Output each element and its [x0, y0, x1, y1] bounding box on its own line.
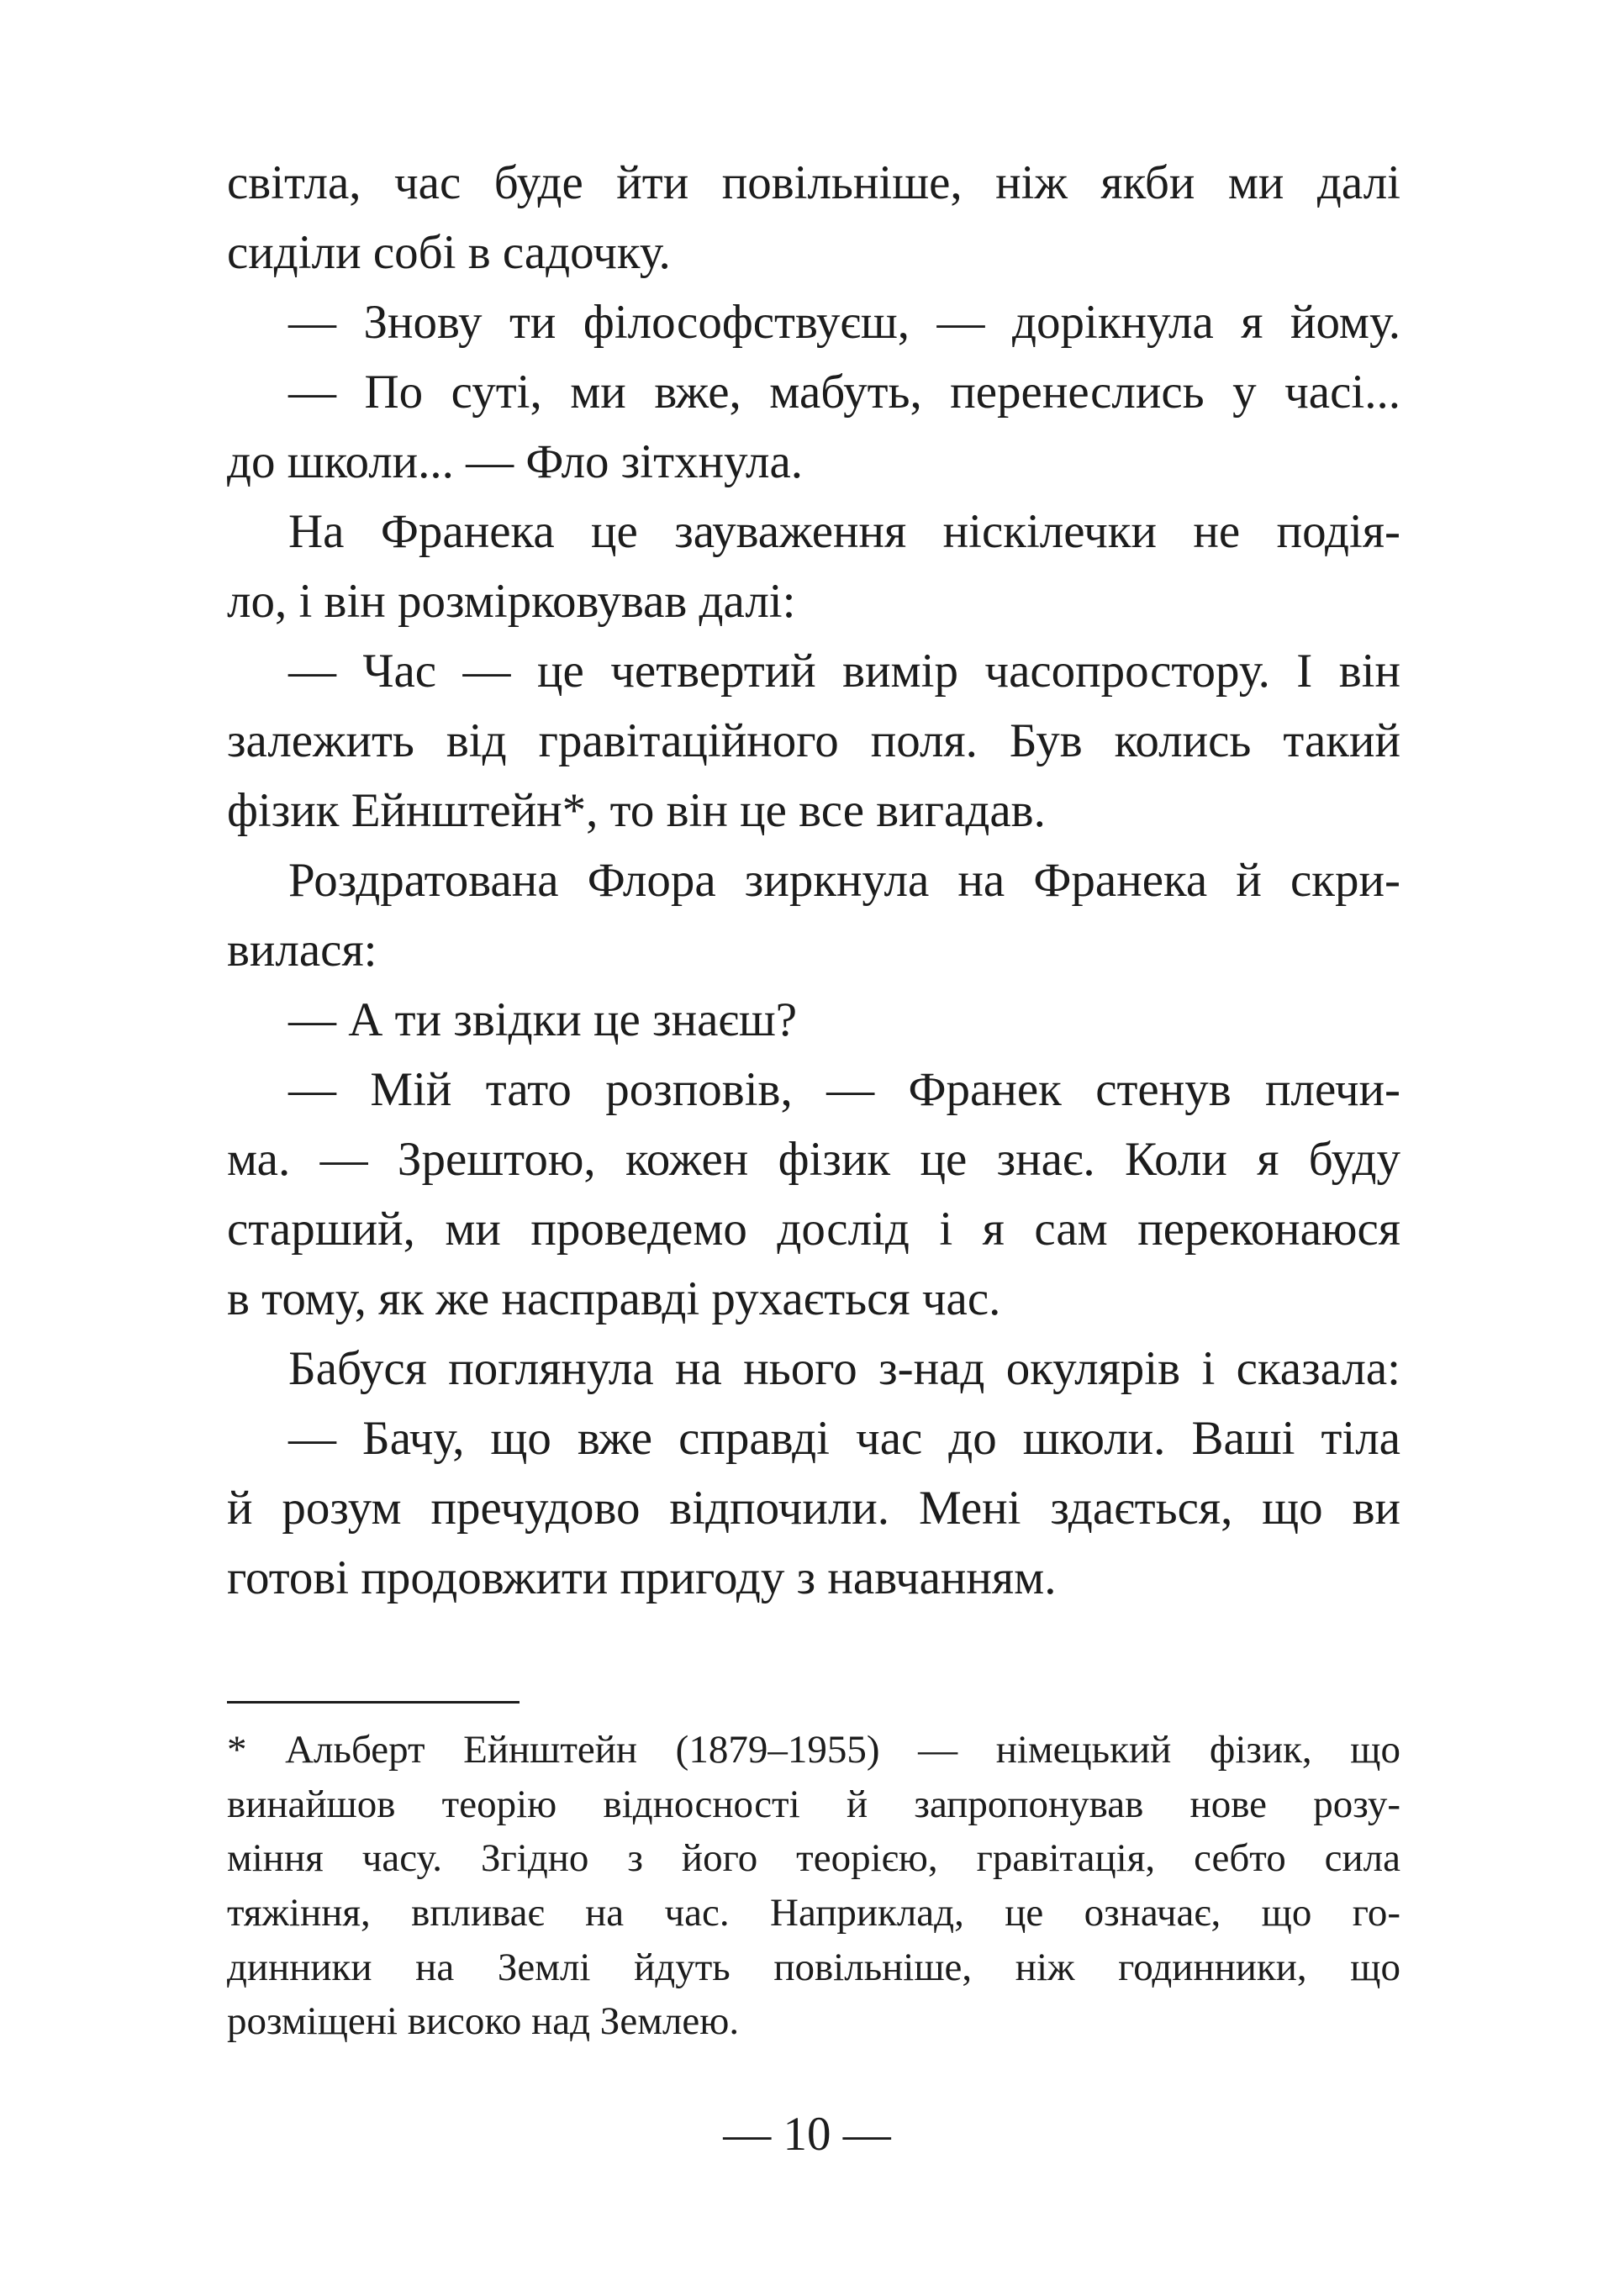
text-line: сиділи собі в садочку. [227, 226, 671, 279]
text-line: старший, ми проведемо дослід і я сам переконаюся [227, 1203, 1400, 1256]
text-line: — Мій тато розповів, — Франек стенув плечи- [288, 1063, 1400, 1116]
text-line: — А ти звідки це знаєш? [288, 993, 798, 1046]
text-line: — По суті, ми вже, мабуть, перенеслись у часі... [288, 366, 1400, 419]
text-line: вилася: [227, 924, 377, 977]
text-line: Бабуся поглянула на нього з-над окулярів і сказала: [288, 1342, 1400, 1395]
text-line: — Знову ти філософствуєш, — дорікнула я йому. [288, 296, 1400, 349]
text-line: ма. — Зрештою, кожен фізик це знає. Коли я буду [227, 1133, 1400, 1186]
text-line: ло, і він розмірковував далі: [227, 575, 796, 628]
footnote-line: * Альберт Ейнштейн (1879–1955) — німецький фізик, що [227, 1728, 1400, 1772]
footnote-line: розміщені високо над Землею. [227, 1999, 740, 2044]
body-text [227, 148, 1400, 1613]
text-line: — Бачу, що вже справді час до школи. Ваші тіла [288, 1412, 1400, 1465]
text-line: На Франека це зауваження ніскілечки не подія- [288, 505, 1400, 558]
page-number: — 10 — [723, 2108, 891, 2161]
text-line: залежить від гравітаційного поля. Був колись такий [227, 714, 1400, 767]
text-line: в тому, як же насправді рухається час. [227, 1272, 1001, 1325]
text-line: готові продовжити пригоду з навчанням. [227, 1551, 1057, 1604]
footnote-line: тяжіння, впливає на час. Наприклад, це означає, що го- [227, 1891, 1400, 1935]
text-line: — Час — це четвертий вимір часопростору. І він [288, 645, 1400, 698]
text-line: й розум пречудово відпочили. Мені здається, що ви [227, 1482, 1400, 1535]
text-line: фізик Ейнштейн*, то він це все вигадав. [227, 784, 1046, 837]
text-line: до школи... — Фло зітхнула. [227, 435, 804, 488]
footnote-line: винайшов теорію відносності й запропонував нове розу- [227, 1782, 1400, 1826]
text-line: світла, час буде йти повільніше, ніж якби ми далі [227, 156, 1400, 209]
footnote [227, 1723, 1400, 2049]
text-line: Роздратована Флора зиркнула на Франека й скри- [288, 854, 1400, 907]
footnote-line: міння часу. Згідно з його теорією, гравітація, себто сила [227, 1836, 1400, 1881]
footnote-line: динники на Землі йдуть повільніше, ніж годинники, що [227, 1945, 1400, 1989]
footnote-divider [227, 1701, 520, 1704]
